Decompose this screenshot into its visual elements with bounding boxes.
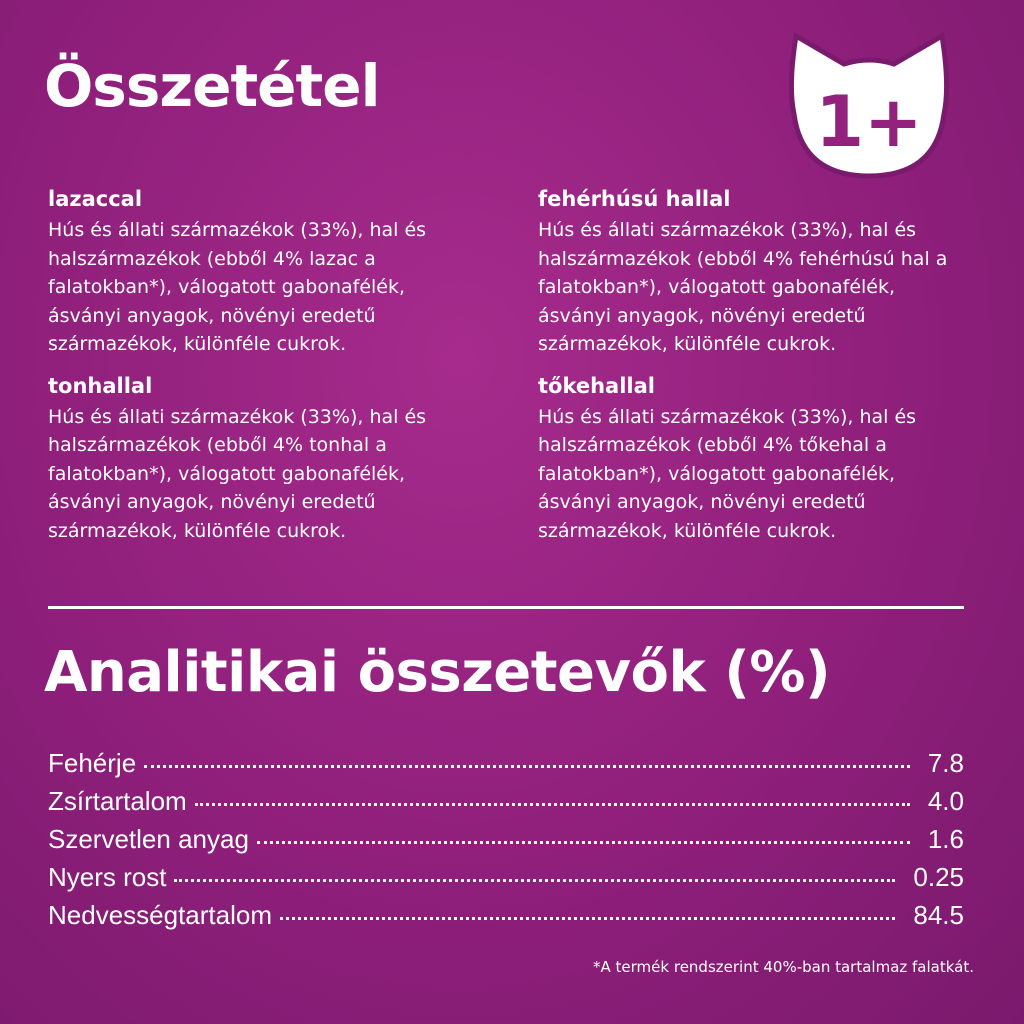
dot-leader (280, 917, 895, 920)
block-heading: fehérhúsú hallal (538, 187, 731, 211)
row-label: Nyers rost (48, 862, 167, 892)
analytical-row-fibre (48, 862, 964, 900)
block-heading: lazaccal (48, 187, 143, 211)
block-text: Hús és állati származékok (33%), hal és halszármazékok (ebből 4% lazac a falatokban*), válogatott gabonafélék, ásványi anyagok, növényi eredetű származékok, különféle cukrok. (48, 219, 427, 355)
composition-block-cod (538, 373, 988, 546)
row-value: 0.25 (913, 862, 964, 892)
analytical-table (48, 748, 964, 938)
composition-block-tuna (48, 373, 498, 546)
analytical-row-fat (48, 786, 964, 824)
analytical-row-moisture (48, 900, 964, 938)
section-divider (48, 606, 964, 609)
row-value: 84.5 (913, 900, 964, 930)
dot-leader (195, 803, 910, 806)
row-value: 7.8 (927, 748, 964, 778)
analytical-row-protein (48, 748, 964, 786)
row-value: 4.0 (927, 786, 964, 816)
block-heading: tonhallal (48, 373, 153, 398)
composition-block-whitefish (538, 186, 988, 359)
dot-leader (144, 765, 910, 768)
badge-label: 1+ (815, 81, 923, 163)
block-text: Hús és állati származékok (33%), hal és halszármazékok (ebből 4% fehérhúsú hal a falatokban*), válogatott gabonafélék, ásványi anyagok, növényi eredetű származékok, különféle cukrok. (538, 219, 948, 355)
composition-title: Összetétel (44, 52, 380, 120)
dot-leader (174, 879, 895, 882)
row-label: Fehérje (48, 748, 137, 778)
row-label: Szervetlen anyag (48, 824, 249, 854)
row-label: Zsírtartalom (48, 786, 187, 816)
dot-leader (257, 841, 910, 844)
footnote: *A termék rendszerint 40%-ban tartalmaz falatkát. (593, 958, 974, 976)
row-label: Nedvességtartalom (48, 900, 272, 930)
block-text: Hús és állati származékok (33%), hal és halszármazékok (ebből 4% tonhal a falatokban*), válogatott gabonafélék, ásványi anyagok, növényi eredetű származékok, különféle cukrok. (48, 405, 427, 542)
analytical-title: Analitikai összetevők (%) (44, 640, 831, 705)
analytical-row-ash (48, 824, 964, 862)
composition-block-salmon (48, 186, 498, 359)
row-value: 1.6 (927, 824, 964, 854)
cat-head-icon (774, 26, 964, 191)
block-heading: tőkehallal (538, 373, 655, 398)
block-text: Hús és állati származékok (33%), hal és halszármazékok (ebből 4% tőkehal a falatokban*), válogatott gabonafélék, ásványi anyagok, növényi eredetű származékok, különféle cukrok. (538, 405, 917, 542)
composition-left-column (48, 186, 498, 559)
composition-right-column (538, 186, 988, 559)
